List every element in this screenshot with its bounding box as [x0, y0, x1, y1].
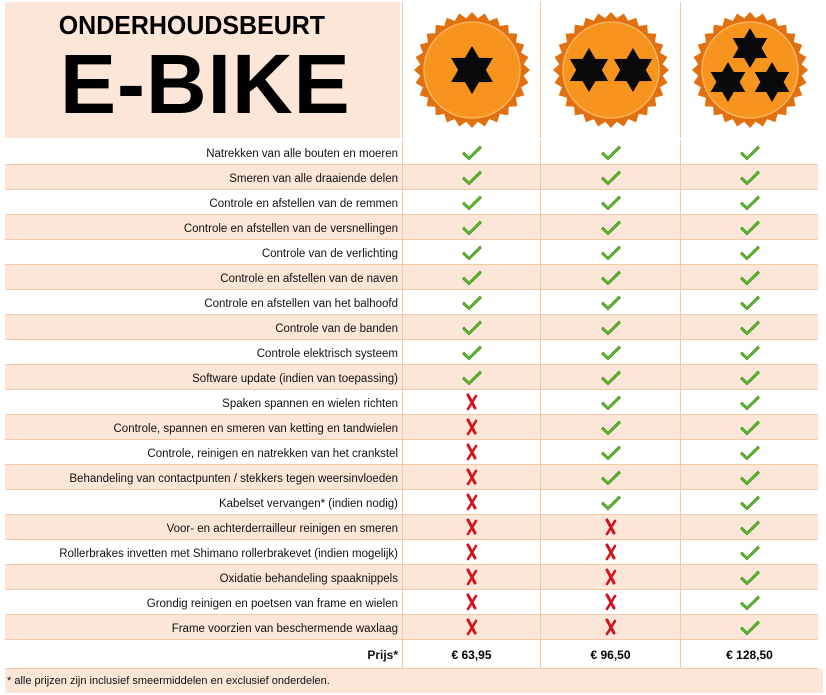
check-icon	[601, 143, 621, 161]
package-2-star-cell	[540, 315, 680, 340]
row-label: Controle van de verlichting	[5, 240, 402, 265]
table-row	[5, 365, 823, 390]
package-2-star-cell	[540, 140, 680, 165]
check-icon	[601, 368, 621, 386]
package-3-star-price: € 128,50	[680, 640, 818, 669]
package-3-star-cell	[680, 415, 818, 440]
package-2-star-cell	[540, 390, 680, 415]
package-1-star-cell	[402, 315, 540, 340]
row-label: Controle, reinigen en natrekken van het crankstel	[5, 440, 402, 465]
table-row	[5, 490, 823, 515]
package-3-star-cell	[680, 215, 818, 240]
cross-icon	[462, 443, 482, 461]
check-icon	[601, 393, 621, 411]
check-icon	[601, 343, 621, 361]
package-2-star-cell	[540, 340, 680, 365]
check-icon	[462, 243, 482, 261]
package-1-star-cell	[402, 615, 540, 640]
table-row	[5, 415, 823, 440]
row-label: Controle elektrisch systeem	[5, 340, 402, 365]
check-icon	[740, 268, 760, 286]
package-1-star-cell	[402, 590, 540, 615]
package-3-star-cell	[680, 465, 818, 490]
check-icon	[601, 268, 621, 286]
package-1-star-cell	[402, 465, 540, 490]
row-label: Controle van de banden	[5, 315, 402, 340]
row-label: Controle en afstellen van de versnellingen	[5, 215, 402, 240]
cross-icon	[601, 618, 621, 636]
package-1-star-cell	[402, 540, 540, 565]
package-1-star-cell	[402, 165, 540, 190]
row-label: Natrekken van alle bouten en moeren	[5, 140, 402, 165]
badge-1-star	[402, 2, 541, 138]
cross-icon	[462, 493, 482, 511]
package-1-star-cell	[402, 390, 540, 415]
title-box	[5, 2, 400, 138]
badge-2-star	[540, 2, 681, 138]
package-1-star-seal	[410, 8, 534, 132]
package-2-star-cell	[540, 215, 680, 240]
package-1-star-cell	[402, 140, 540, 165]
table-row	[5, 615, 823, 640]
cross-icon	[462, 468, 482, 486]
check-icon	[740, 618, 760, 636]
package-2-star-cell	[540, 415, 680, 440]
package-1-star-cell	[402, 340, 540, 365]
row-label: Oxidatie behandeling spaaknippels	[5, 565, 402, 590]
package-3-star-cell	[680, 190, 818, 215]
row-label: Frame voorzien van beschermende waxlaag	[5, 615, 402, 640]
package-2-star-cell	[540, 515, 680, 540]
row-label: Software update (indien van toepassing)	[5, 365, 402, 390]
table-row	[5, 240, 823, 265]
package-3-star-cell	[680, 340, 818, 365]
cross-icon	[601, 568, 621, 586]
title-line1: ONDERHOUDSBEURT	[58, 10, 326, 40]
price-label: Prijs*	[5, 640, 402, 669]
package-3-star-cell	[680, 515, 818, 540]
check-icon	[740, 543, 760, 561]
table-row	[5, 515, 823, 540]
row-label: Grondig reinigen en poetsen van frame en wielen	[5, 590, 402, 615]
package-3-star-cell	[680, 615, 818, 640]
check-icon	[601, 318, 621, 336]
package-1-star-cell	[402, 490, 540, 515]
package-1-star-cell	[402, 190, 540, 215]
check-icon	[601, 193, 621, 211]
package-2-star-cell	[540, 615, 680, 640]
row-label: Kabelset vervangen* (indien nodig)	[5, 490, 402, 515]
package-3-star-cell	[680, 240, 818, 265]
package-3-star-cell	[680, 365, 818, 390]
row-label: Controle en afstellen van de remmen	[5, 190, 402, 215]
table-row	[5, 315, 823, 340]
check-icon	[601, 468, 621, 486]
cross-icon	[462, 618, 482, 636]
check-icon	[601, 168, 621, 186]
check-icon	[462, 343, 482, 361]
check-icon	[462, 368, 482, 386]
check-icon	[740, 168, 760, 186]
check-icon	[740, 493, 760, 511]
package-3-star-cell	[680, 290, 818, 315]
check-icon	[462, 193, 482, 211]
check-icon	[740, 218, 760, 236]
package-2-star-cell	[540, 190, 680, 215]
package-3-star-cell	[680, 440, 818, 465]
cross-icon	[462, 593, 482, 611]
package-3-star-cell	[680, 165, 818, 190]
table-row	[5, 590, 823, 615]
table-row	[5, 265, 823, 290]
footnote: * alle prijzen zijn inclusief smeermiddelen en exclusief onderdelen.	[5, 669, 823, 693]
package-1-star-cell	[402, 215, 540, 240]
package-2-star-cell	[540, 365, 680, 390]
table-row	[5, 215, 823, 240]
package-2-star-cell	[540, 290, 680, 315]
check-icon	[740, 393, 760, 411]
package-2-star-cell	[540, 540, 680, 565]
price-row	[5, 640, 823, 669]
check-icon	[740, 343, 760, 361]
check-icon	[601, 243, 621, 261]
package-3-star-cell	[680, 265, 818, 290]
row-label: Behandeling van contactpunten / stekkers tegen weersinvloeden	[5, 465, 402, 490]
table-row	[5, 340, 823, 365]
package-1-star-cell	[402, 265, 540, 290]
cross-icon	[462, 393, 482, 411]
table-row	[5, 540, 823, 565]
package-2-star-price: € 96,50	[540, 640, 680, 669]
cross-icon	[601, 543, 621, 561]
package-1-star-cell	[402, 365, 540, 390]
title-line2: E-BIKE	[60, 37, 351, 131]
row-label: Smeren van alle draaiende delen	[5, 165, 402, 190]
package-1-star-cell	[402, 415, 540, 440]
package-2-star-cell	[540, 465, 680, 490]
check-icon	[601, 218, 621, 236]
package-3-star-cell	[680, 590, 818, 615]
check-icon	[601, 493, 621, 511]
row-label: Rollerbrakes invetten met Shimano rollerbrakevet (indien mogelijk)	[5, 540, 402, 565]
cross-icon	[462, 543, 482, 561]
table-row	[5, 440, 823, 465]
table-row	[5, 140, 823, 165]
check-icon	[740, 518, 760, 536]
row-label: Controle en afstellen van de naven	[5, 265, 402, 290]
row-label: Controle, spannen en smeren van ketting en tandwielen	[5, 415, 402, 440]
check-icon	[740, 318, 760, 336]
check-icon	[740, 568, 760, 586]
package-1-star-cell	[402, 240, 540, 265]
check-icon	[740, 368, 760, 386]
package-3-star-cell	[680, 390, 818, 415]
check-icon	[740, 143, 760, 161]
package-2-star-cell	[540, 265, 680, 290]
check-icon	[601, 418, 621, 436]
table-row	[5, 190, 823, 215]
check-icon	[740, 418, 760, 436]
package-2-star-seal	[549, 8, 673, 132]
package-1-star-cell	[402, 440, 540, 465]
check-icon	[740, 593, 760, 611]
table-row	[5, 465, 823, 490]
package-3-star-cell	[680, 565, 818, 590]
package-3-star-cell	[680, 490, 818, 515]
cross-icon	[601, 593, 621, 611]
package-2-star-cell	[540, 165, 680, 190]
package-3-star-cell	[680, 540, 818, 565]
package-2-star-cell	[540, 565, 680, 590]
package-2-star-cell	[540, 440, 680, 465]
package-3-star-cell	[680, 315, 818, 340]
table-row	[5, 165, 823, 190]
cross-icon	[462, 568, 482, 586]
package-1-star-price: € 63,95	[402, 640, 540, 669]
check-icon	[462, 168, 482, 186]
check-icon	[462, 143, 482, 161]
package-3-star-cell	[680, 140, 818, 165]
check-icon	[462, 218, 482, 236]
badge-3-star	[680, 2, 819, 138]
table-row	[5, 390, 823, 415]
check-icon	[740, 443, 760, 461]
check-icon	[740, 193, 760, 211]
check-icon	[462, 293, 482, 311]
package-2-star-cell	[540, 240, 680, 265]
package-1-star-cell	[402, 290, 540, 315]
check-icon	[740, 468, 760, 486]
package-1-star-cell	[402, 565, 540, 590]
package-1-star-cell	[402, 515, 540, 540]
row-label: Spaken spannen en wielen richten	[5, 390, 402, 415]
row-label: Controle en afstellen van het balhoofd	[5, 290, 402, 315]
cross-icon	[462, 418, 482, 436]
package-2-star-cell	[540, 590, 680, 615]
check-icon	[601, 293, 621, 311]
package-2-star-cell	[540, 490, 680, 515]
row-label: Voor- en achterderrailleur reinigen en smeren	[5, 515, 402, 540]
check-icon	[601, 443, 621, 461]
check-icon	[462, 268, 482, 286]
package-3-star-seal	[688, 8, 812, 132]
table-row	[5, 565, 823, 590]
check-icon	[740, 243, 760, 261]
cross-icon	[601, 518, 621, 536]
check-icon	[462, 318, 482, 336]
table-row	[5, 290, 823, 315]
check-icon	[740, 293, 760, 311]
cross-icon	[462, 518, 482, 536]
header	[0, 0, 826, 140]
